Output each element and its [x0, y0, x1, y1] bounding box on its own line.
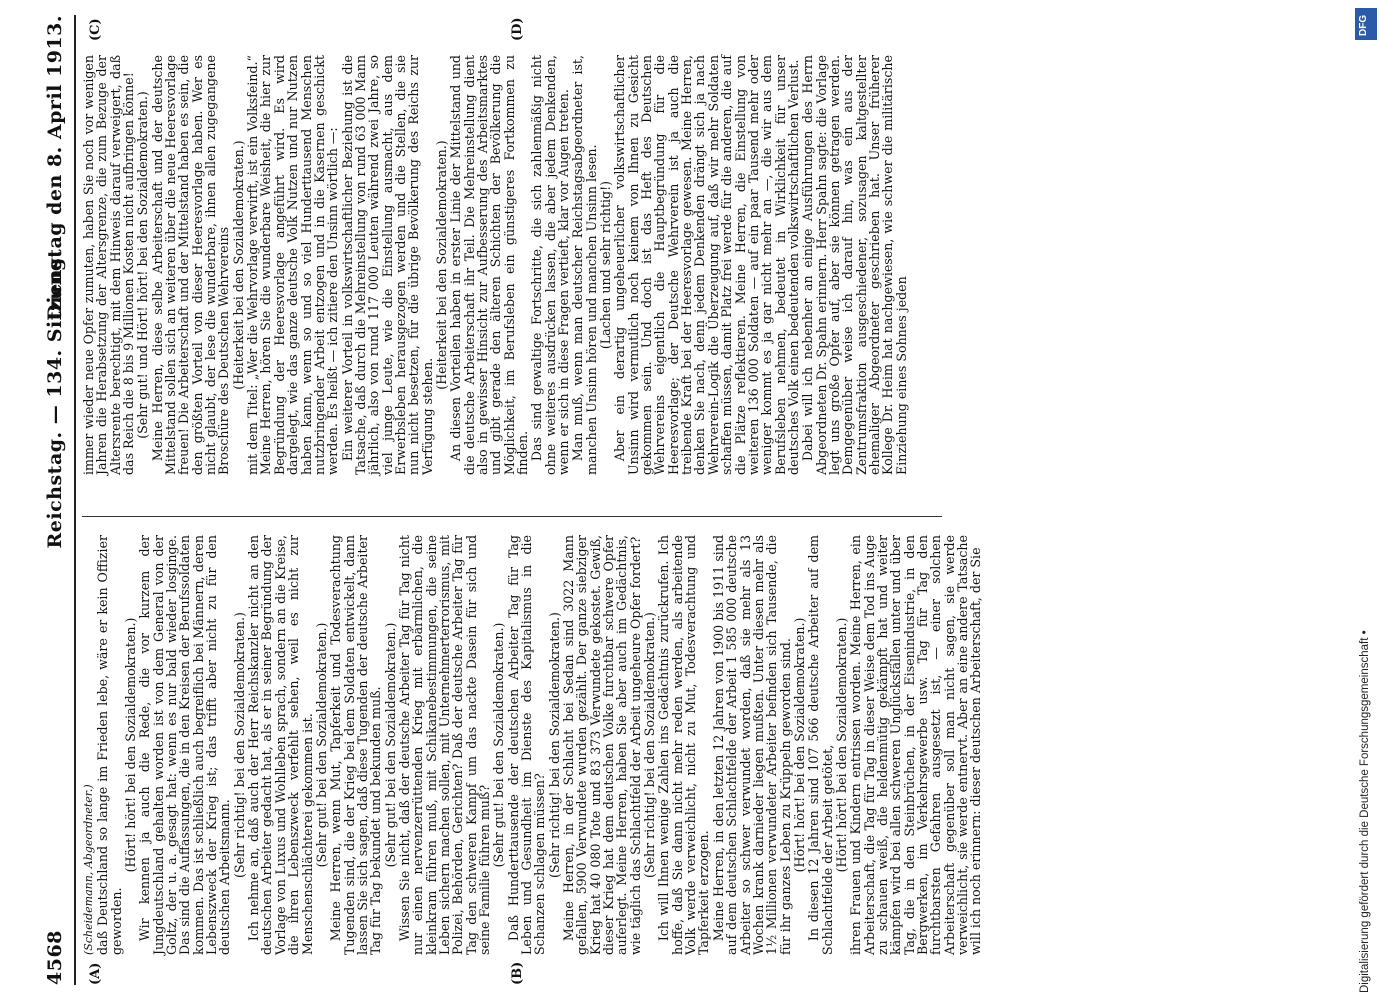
right-text-column: [82, 55, 942, 475]
digitization-credit: [1343, 8, 1373, 993]
margin-mark-d: (D): [510, 17, 525, 41]
margin-mark-c: (C): [88, 18, 103, 41]
paragraph: Meine Herren, diese selbe Arbeiterschaft und der deutsche Mittelstand sollen sich an weiteren über die neue Heeresvorlage freuen! Die Arbeiterschaft und der Mittelstand haben es sein, die den größten Vorteil von dieser Heeresvorlage haben. Wer es nicht glaubt, der lese die wunderbare, ihnen allen zugegangene Broschüre des Deutschen Wehrvereins: [149, 55, 232, 475]
paragraph: Ich nehme an, daß auch der Herr Reichskanzler nicht an den deutschen Arbeiter gedacht hat, als er in seiner Begründung der Vorlage von Luxus und Wohlleben sprach, sondern an die Kreise, die ihren Lebenszweck verfehlt sehen, weil es nicht zur Menschenschlächterei gekommen ist.: [246, 535, 315, 955]
left-text-column: [82, 535, 984, 955]
quoted-paragraph: An diesen Vorteilen haben in erster Linie der Mittelstand und die deutsche Arbeiterschaft ihr Teil. Die Mehreinstellung dient also in gewisser Hinsicht zur Aufbesserung des Arbeitsmarktes und gibt gerade den älteren Schichten der Bevölkerung die Möglichkeit, im Berufsleben ein günstigeres Fortkommen zu finden.: [448, 55, 530, 475]
paragraph: ihren Frauen und Kindern entrissen worden. Meine Herren, ein Arbeiterschaft, die Tag für Tag in dieser Weise dem Tod ins Auge zu schauen weiß, die heldenmütig gekämpft hat und weiter kämpfen wird bei allen schweren Unglücksfällen unter und über Tag, die in den Steinbrüchen, in der Eisenindustrie, in den Bergwerken, im Verkehrsgewerbe usw. Tag für Tag den furchtbarsten Gefahren ausgesetzt ist, — einer solchen Arbeiterschaft gegenüber soll man nicht sagen, sie werde verweichlicht, sie werde entnervt. Aber an eine andere Tatsache will ich noch erinnern: dieser deutschen Arbeiterschaft, der Sie: [848, 535, 984, 955]
interjection: (Hört! hört! bei den Sozialdemokraten.): [791, 617, 807, 873]
paragraph: Wissen Sie nicht, daß der deutsche Arbeiter Tag für Tag nicht nur einen nervenzerrüttenden Krieg mit erbärmlichen, die kleinkram führen muß, mit Schikanebestimmungen, die seine Leben sichern machen sollen, mit Unternehmerterrorismus, mit Polizei, Behörden, Gerichten? Daß der deutsche Arbeiter Tag für Tag den schweren Kampf um das nackte Dasein für sich und seine Familie führen muß?: [396, 535, 492, 955]
paragraph: Dabei will ich nebenher an einige Ausführungen des Herrn Abgeordneten Dr. Spahn erinnern. Herr Spahn sagte: die Vorlage legt uns große Opfer auf, aber sie können getragen werden. Demgegenüber weise ich darauf hin, was ein aus der Zentrumsfraktion ausgeschiedener, sozusagen kaltgestellter ehemaliger Abgeordneter geschrieben hat. Unser früherer Kollege Dr. Heim hat nachgewiesen, wie schwer die militärische Einziehung eines Sohnes jeden: [800, 55, 909, 475]
rotated-print-area: [40, 15, 1340, 985]
paragraph: immer wieder neue Opfer zumuten, haben Sie noch vor wenigen Jahren die Herabsetzung der Altersgrenze, die zum Bezuge der Altersrente berechtigt, mit dem Hinweis darauf verweigert, daß das Reich die 8 bis 9 Millionen Kosten nicht aufbringen könne!: [81, 55, 137, 475]
interjection: (Hört! hört! bei den Sozialdemokraten.): [833, 617, 849, 873]
session-date: Dienstag den 8. April 1913.: [44, 15, 66, 321]
interjection: (Sehr gut! bei den Sozialdemokraten.): [313, 622, 329, 868]
margin-mark-b: (B): [510, 961, 525, 985]
speaker-note: (Scheidemann, Abgeordneter.): [82, 784, 95, 955]
dfg-logo: [1355, 8, 1377, 40]
paragraph: Aber ein derartig ungeheuerlicher volkswirtschaftlicher Unsinn wird vermutlich noch keinem von Ihnen zu Gesicht gekommen sein. Und doch ist das Heft des Deutschen Wehrvereins eigentlich die Hauptbegründung für die Heeresvorlage; der Deutsche Wehrverein ist ja auch die treibende Kraft bei der Heeresvorlage gewesen. Meine Herren, denken Sie nach, denn jedem Denkenden drängt sich ja nach Wehrverein-Logik die Überzeugung auf, daß wir mehr Soldaten schaffen müssen, damit Platz frei werde für die anderen, die auf die Plätze reflektieren. Meine Herren, die Einstellung von weiteren 136 000 Soldaten — auf ein paar Tausend mehr oder weniger kommt es ja gar nicht mehr an —, die wir aus dem Berufsleben nehmen, bedeutet in Wirklichkeit für unser deutsches Volk einen bedeutenden volkswirtschaftlichen Verlust.: [612, 55, 801, 475]
quoted-paragraph: Ein weiterer Vorteil in volkswirtschaftlicher Beziehung ist die Tatsache, daß durch die Mehreinstellung von rund 63 000 Mann jährlich, also von rund 117 000 Leuten während zwei Jahre, so viel junge Leute, wie die Einstellung ausmacht, aus dem Erwerbsleben herausgezogen werden und die Stellen, die sie nun nicht besetzen, für die übrige Bevölkerung des Reichs zur Verfügung stehen.: [339, 55, 435, 475]
dfg-logo-text: DFG: [1358, 14, 1369, 36]
interjection: (Sehr gut! und Hört! hört! bei den Sozialdemokraten.): [135, 91, 151, 439]
paragraph: Daß Hunderttausende der deutschen Arbeiter Tag für Tag Leben und Gesundheit im Dienste des Kapitalismus in die Schanzen schlagen müssen?: [505, 535, 548, 955]
interjection: (Lachen und sehr richtig!): [598, 180, 614, 350]
paragraph: Meine Herren, in den letzten 12 Jahren von 1900 bis 1911 sind auf dem deutschen Schlachtfelde der Arbeit 1 585 000 deutsche Arbeiter so schwer verwundet worden, daß sie mehr als 13 Wochen krank darnieder liegen mußten. Unter diesen mehr als 1½ Millionen verwundeter Arbeiter befinden sich Tausende, die für ihr ganzes Leben zu Krüppeln geworden sind.: [710, 535, 793, 955]
paragraph: In diesen 12 Jahren sind 107 566 deutsche Arbeiter auf dem Schlachtfelde der Arbeit getötet,: [806, 535, 835, 955]
interjection: (Sehr gut! bei den Sozialdemokraten.): [382, 622, 398, 868]
running-header: [40, 15, 76, 985]
quoted-paragraph: Das sind gewaltige Fortschritte, die sich zahlenmäßig nicht ohne weiteres ausdrücken lassen, die aber jedem Denkenden, wenn er sich in diese Fragen vertieft, klar vor Augen treten.: [529, 55, 572, 475]
interjection: (Sehr richtig! bei den Sozialdemokraten.): [231, 612, 247, 878]
paragraph: daß Deutschland so lange im Frieden lebe, wäre er kein Offizier geworden.: [95, 535, 124, 955]
session-title: Reichstag. — 134. Sitzung.: [44, 250, 66, 549]
interjection: (Heiterkeit bei den Sozialdemokraten.): [230, 140, 246, 390]
paragraph: Wir kennen ja auch die Rede, die vor kurzem der Jungdeutschland gehalten worden ist von dem General von der Goltz, der u. a. gesagt hat: wenn es nur bald wieder losginge. Das sind die Auffassungen, die in den Kreisen der Berufssoldaten kommen. Das ist schließlich auch begreiflich bei Männern, deren Lebenszweck der Krieg ist; das trifft aber nicht zu für den deutschen Arbeitsmann.: [137, 535, 233, 955]
paragraph: Man muß, wenn man deutscher Reichstagsabgeordneter ist, manchen Unsinn hören und manchen Unsinn lesen.: [570, 55, 599, 475]
margin-mark-a: (A): [88, 962, 103, 985]
column-divider: [82, 516, 942, 517]
credit-text: Digitalisierung gefördert durch die Deutsche Forschungsgemeinschaft •: [1359, 630, 1371, 993]
interjection: (Sehr richtig! bei den Sozialdemokraten.): [642, 612, 658, 878]
paragraph: Meine Herren, wenn Mut, Tapferkeit und Todesverachtung Tugenden sind, die der Krieg bei dem Soldaten entwickelt, dann lassen Sie sich sagen, daß diese Tugenden der deutsche Arbeiter Tag für Tag bekundet und bekunden muß.: [328, 535, 384, 955]
paragraph: mit dem Titel: „Wer die Wehrvorlage verwirft, ist ein Volksfeind.“ Meine Herren, hören Sie die wunderbare Weisheit, die hier zur Begründung der Heeresvorlage angeführt wird. Es wird dargelegt, wie das ganze deutsche Volk Nutzen und nur Nutzen haben kann, wenn so und so viel Hunderttausend Menschen nutzbringender Arbeit entzogen und in die Kasernen geschickt werden. Es heißt — ich zitiere den Unsinn wörtlich —:: [245, 55, 341, 475]
interjection: (Heiterkeit bei den Sozialdemokraten.): [433, 140, 449, 390]
paragraph: Meine Herren, in der Schlacht bei Sedan sind 3022 Mann gefallen, 5900 Verwundete wurden gezählt. Der ganze siebziger Krieg hat 40 080 Tote und 83 373 Verwundete gekostet. Gewiß, dieser Krieg hat dem deutschen Volke furchtbar schwere Opfer auferlegt. Meine Herren, haben Sie aber auch im Gedächtnis, wie täglich das Schlachtfeld der Arbeit ungeheure Opfer fordert?: [561, 535, 643, 955]
page-number: 4568: [44, 930, 66, 985]
interjection: (Sehr gut! bei den Sozialdemokraten.): [491, 622, 507, 868]
interjection: (Sehr richtig! bei den Sozialdemokraten.): [546, 612, 562, 878]
interjection: (Hört! hört! bei den Sozialdemokraten.): [123, 617, 139, 873]
paragraph: Ich will Ihnen wenige Zahlen ins Gedächtnis zurückrufen. Ich hoffe, daß Sie dann nicht mehr reden werden, als arbeitende Volk werde verweichlicht, nicht zu Mut, Todesverachtung und Tapferkeit erzogen.: [656, 535, 712, 955]
